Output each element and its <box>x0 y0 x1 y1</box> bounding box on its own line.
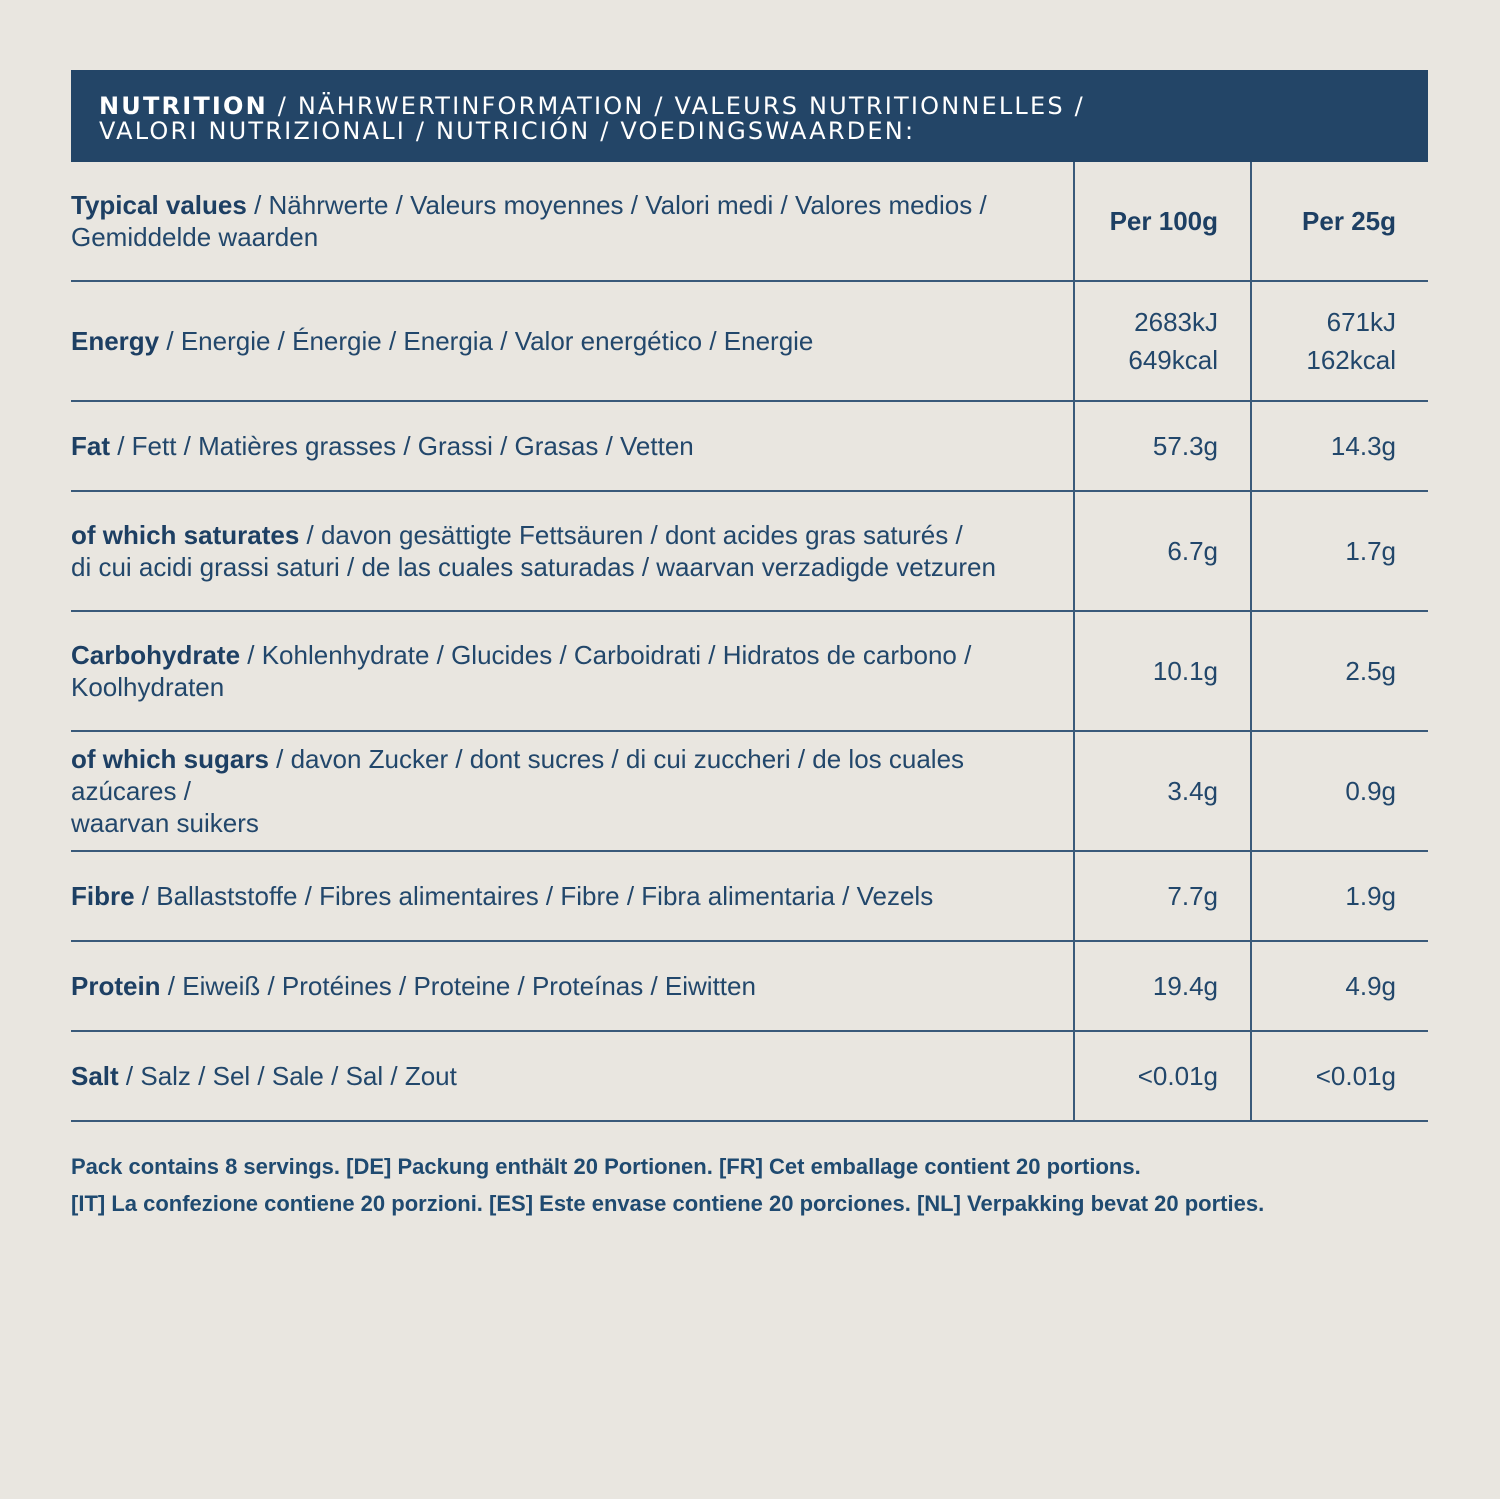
nutrient-name-translations: / Ballaststoffe / Fibres alimentaires / Fibre / Fibra alimentaria / Vezels <box>134 881 934 911</box>
header-line-2: VALORI NUTRIZIONALI / NUTRICIÓN / VOEDINGSWAARDEN: <box>99 117 916 145</box>
table-row-saturates <box>71 491 1428 611</box>
nutrient-name-bold: of which sugars <box>71 744 269 774</box>
nutrient-name-translations: / davon Zucker / dont sucres / di cui zuccheri / de los cuales azúcares / <box>71 744 965 806</box>
typical-values-label <box>71 162 1074 281</box>
table-row-fat <box>71 401 1428 491</box>
value-per-25g: <0.01g <box>1251 1031 1428 1121</box>
servings-note <box>71 1148 1428 1222</box>
nutrient-label <box>71 731 1074 851</box>
column-header-per-100g: Per 100g <box>1074 162 1251 281</box>
table-row-sugars <box>71 731 1428 851</box>
nutrient-name-line2: waarvan suikers <box>71 808 259 838</box>
nutrient-label <box>71 611 1074 731</box>
nutrient-name-translations: / davon gesättigte Fettsäuren / dont acides gras saturés / <box>299 520 963 550</box>
nutrient-label <box>71 281 1074 401</box>
value-per-100g: 3.4g <box>1074 731 1251 851</box>
energy-kcal-per-25g: 162kcal <box>1306 345 1396 375</box>
energy-kj-per-25g: 671kJ <box>1326 307 1396 337</box>
nutrient-name-bold: of which saturates <box>71 520 300 550</box>
value-per-25g: 0.9g <box>1251 731 1428 851</box>
value-per-25g: 14.3g <box>1251 401 1428 491</box>
table-row-carbohydrate <box>71 611 1428 731</box>
table-row-salt <box>71 1031 1428 1121</box>
nutrient-name-translations: / Fett / Matières grasses / Grassi / Grasas / Vetten <box>110 431 694 461</box>
energy-kcal-per-100g: 649kcal <box>1128 345 1218 375</box>
nutrient-name-bold: Fat <box>71 431 110 461</box>
nutrient-label <box>71 401 1074 491</box>
nutrient-name-line2: Koolhydraten <box>71 672 225 702</box>
value-per-100g: 57.3g <box>1074 401 1251 491</box>
nutrient-name-bold: Energy <box>71 326 160 356</box>
header-line-1 <box>99 94 1400 119</box>
nutrition-table <box>71 162 1428 1122</box>
value-per-100g <box>1074 281 1251 401</box>
value-per-25g: 1.7g <box>1251 491 1428 611</box>
value-per-100g: 10.1g <box>1074 611 1251 731</box>
nutrient-name-line2: di cui acidi grassi saturi / de las cuales saturadas / waarvan verzadigde vetzuren <box>71 552 996 582</box>
header-title-rest: / NÄHRWERTINFORMATION / VALEURS NUTRITIONNELLES / <box>267 92 1085 120</box>
table-header-row <box>71 162 1428 281</box>
value-per-100g: 6.7g <box>1074 491 1251 611</box>
table-row-fibre <box>71 851 1428 941</box>
servings-note-line-1: Pack contains 8 servings. [DE] Packung enthält 20 Portionen. [FR] Cet emballage contient 20 portions. <box>71 1154 1141 1179</box>
header-title-bold: NUTRITION <box>99 92 268 120</box>
nutrient-name-translations: / Kohlenhydrate / Glucides / Carboidrati / Hidratos de carbono / <box>240 640 972 670</box>
nutrient-name-bold: Protein <box>71 971 161 1001</box>
nutrient-name-translations: / Energie / Énergie / Energia / Valor energético / Energie <box>159 326 814 356</box>
nutrient-name-bold: Salt <box>71 1061 119 1091</box>
table-row-energy <box>71 281 1428 401</box>
value-per-25g: 2.5g <box>1251 611 1428 731</box>
value-per-100g: 19.4g <box>1074 941 1251 1031</box>
servings-note-line-2: [IT] La confezione contiene 20 porzioni. [ES] Este envase contiene 20 porciones. [NL] Verpakking bevat 20 porties. <box>71 1191 1265 1216</box>
value-per-25g <box>1251 281 1428 401</box>
column-header-per-25g: Per 25g <box>1251 162 1428 281</box>
nutrient-label <box>71 941 1074 1031</box>
nutrient-name-bold: Carbohydrate <box>71 640 241 670</box>
value-per-25g: 4.9g <box>1251 941 1428 1031</box>
typical-values-line2: Gemiddelde waarden <box>71 222 319 252</box>
value-per-100g: 7.7g <box>1074 851 1251 941</box>
value-per-25g: 1.9g <box>1251 851 1428 941</box>
typical-values-bold: Typical values <box>71 190 247 220</box>
nutrient-label <box>71 1031 1074 1121</box>
value-per-100g: <0.01g <box>1074 1031 1251 1121</box>
nutrient-name-bold: Fibre <box>71 881 135 911</box>
nutrition-header-band <box>71 70 1428 162</box>
nutrient-name-translations: / Salz / Sel / Sale / Sal / Zout <box>118 1061 457 1091</box>
nutrition-panel <box>71 70 1428 1222</box>
nutrient-label <box>71 851 1074 941</box>
table-row-protein <box>71 941 1428 1031</box>
energy-kj-per-100g: 2683kJ <box>1134 307 1218 337</box>
nutrient-label <box>71 491 1074 611</box>
typical-values-rest: / Nährwerte / Valeurs moyennes / Valori medi / Valores medios / <box>246 190 987 220</box>
nutrient-name-translations: / Eiweiß / Protéines / Proteine / Proteínas / Eiwitten <box>160 971 756 1001</box>
